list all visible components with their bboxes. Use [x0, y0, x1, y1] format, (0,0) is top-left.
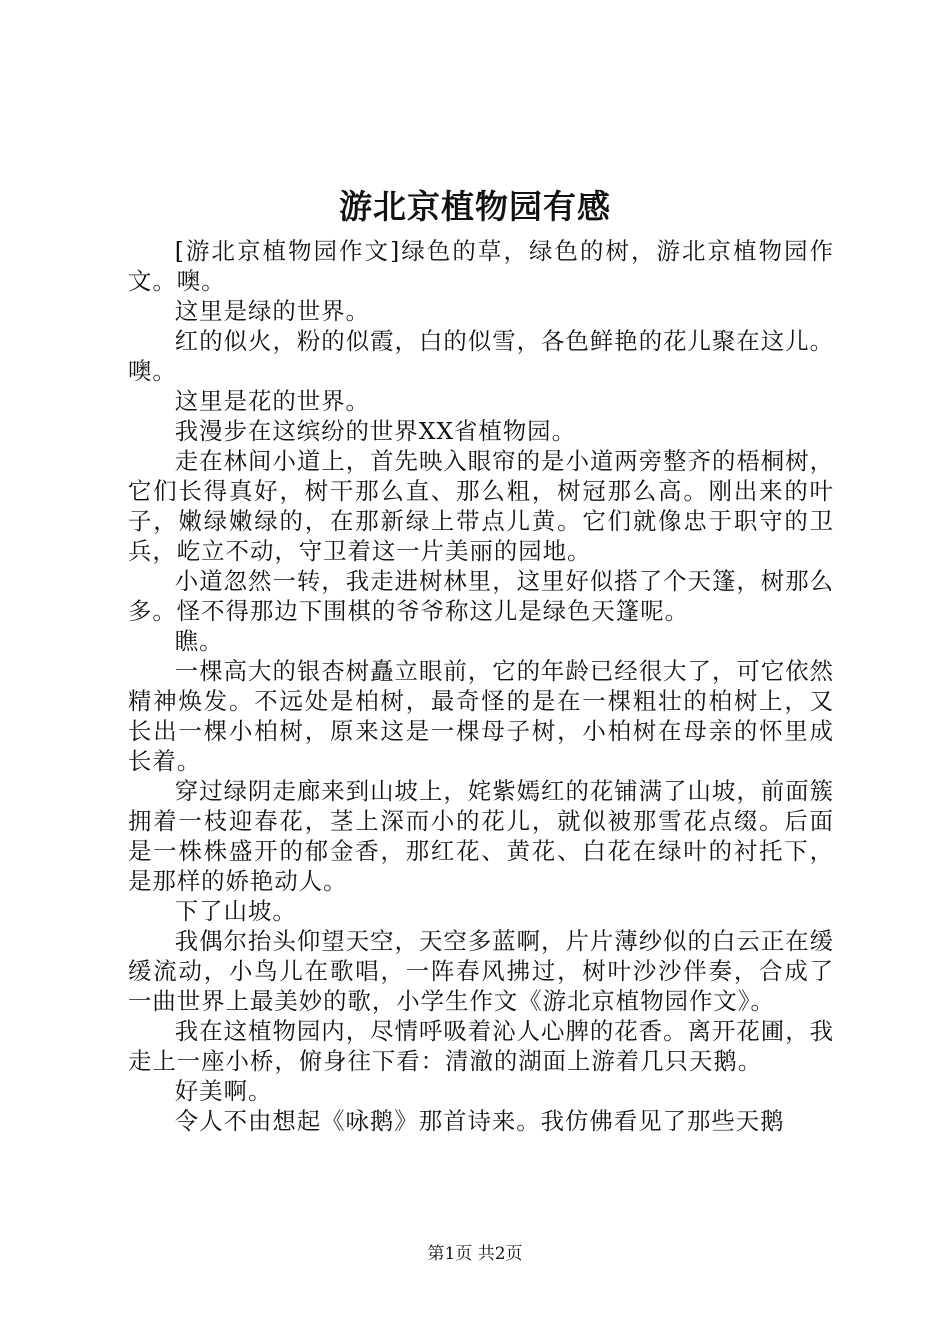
paragraph: 红的似火，粉的似霞，白的似雪，各色鲜艳的花儿聚在这儿。噢。 [128, 327, 834, 385]
document-title: 游北京植物园有感 [339, 187, 611, 226]
paragraph: 好美啊。 [174, 1077, 273, 1105]
paragraph: 穿过绿阴走廊来到山坡上，姹紫嫣红的花铺满了山坡，前面簇拥着一枝迎春花，茎上深而小的花儿，就似被那雪花点缀。后面是一株株盛开的郁金香，那红花、黄花、白花在绿叶的衬托下，是那样的娇艳动人。 [128, 777, 834, 895]
paragraph: 一棵高大的银杏树矗立眼前，它的年龄已经很大了，可它依然精神焕发。不远处是柏树，最奇怪的是在一棵粗壮的柏树上，又长出一棵小柏树，原来这是一棵母子树，小柏树在母亲的怀里成长着。 [128, 657, 834, 775]
paragraph: 小道忽然一转，我走进树林里，这里好似搭了个天篷，树那么多。怪不得那边下围棋的爷爷称这儿是绿色天篷呢。 [128, 567, 834, 625]
paragraph: [游北京植物园作文]绿色的草，绿色的树，游北京植物园作文。噢。 [128, 237, 834, 295]
paragraph: 这里是绿的世界。 [174, 297, 370, 325]
paragraph: 我偶尔抬头仰望天空，天空多蓝啊，片片薄纱似的白云正在缓缓流动，小鸟儿在歌唱，一阵春风拂过，树叶沙沙伴奏，合成了一曲世界上最美妙的歌，小学生作文《游北京植物园作文》。 [128, 927, 834, 1015]
paragraph: 令人不由想起《咏鹅》那首诗来。我仿佛看见了那些天鹅 [174, 1107, 785, 1135]
paragraph: 我漫步在这缤纷的世界XX省植物园。 [174, 417, 576, 445]
paragraph: 瞧。 [174, 627, 224, 655]
paragraph: 下了山坡。 [174, 897, 297, 925]
paragraph: 走在林间小道上，首先映入眼帘的是小道两旁整齐的梧桐树，它们长得真好，树干那么直、那么粗，树冠那么高。刚出来的叶子，嫩绿嫩绿的，在那新绿上带点儿黄。它们就像忠于职守的卫兵，屹立不动，守卫着这一片美丽的园地。 [128, 447, 834, 565]
paragraph: 我在这植物园内，尽情呼吸着沁人心脾的花香。离开花圃，我走上一座小桥，俯身往下看：清澈的湖面上游着几只天鹅。 [128, 1017, 834, 1075]
document-body [128, 236, 834, 1136]
page-footer: 第1页 共2页 [427, 1244, 523, 1264]
paragraph: 这里是花的世界。 [174, 387, 370, 415]
